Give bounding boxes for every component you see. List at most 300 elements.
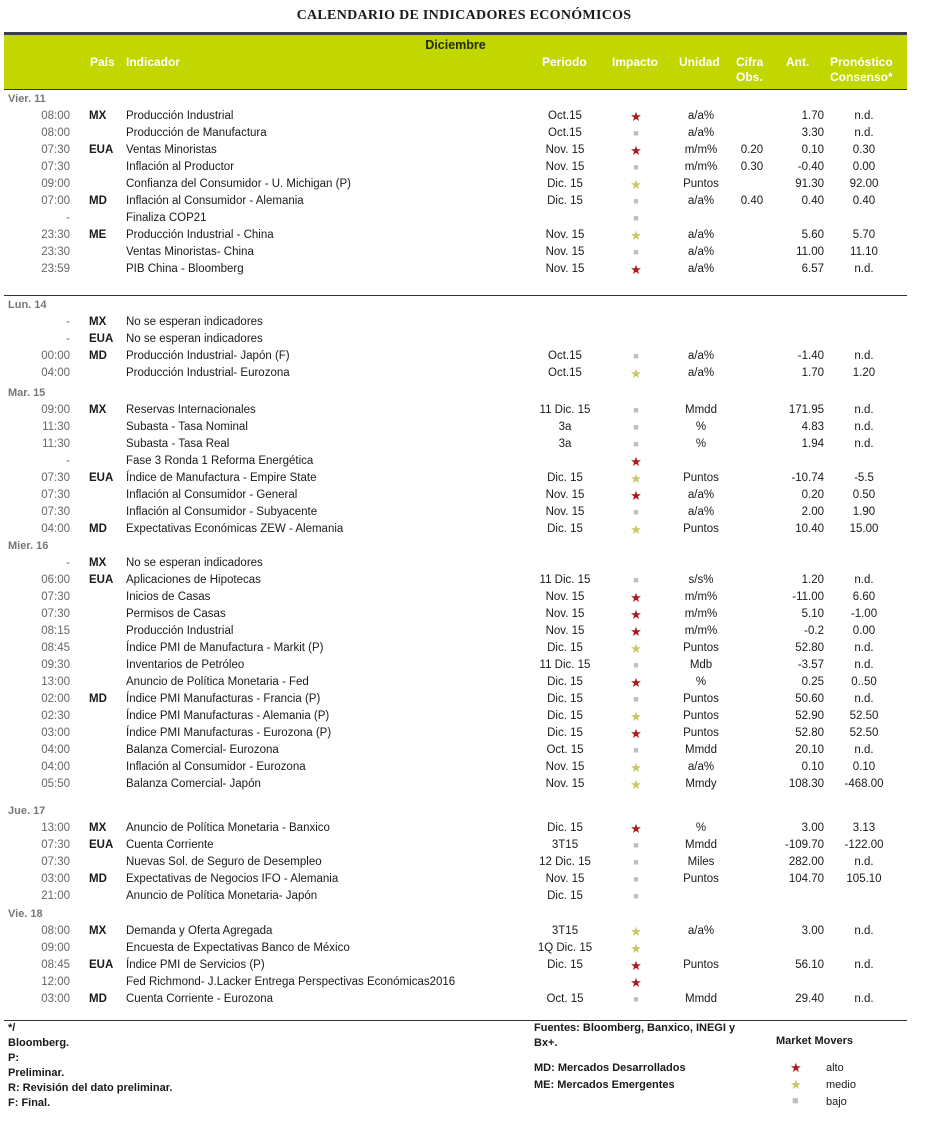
star-icon: ★ bbox=[790, 1060, 802, 1075]
table-row bbox=[0, 348, 928, 365]
cell-ant: 108.30 bbox=[788, 778, 824, 790]
cell-ant: 171.95 bbox=[788, 404, 824, 416]
cell-indicador: Confianza del Consumidor - U. Michigan (P) bbox=[126, 178, 351, 190]
table-row bbox=[0, 923, 928, 940]
cell-indicador: Balanza Comercial- Japón bbox=[126, 778, 261, 790]
star-icon: ★ bbox=[630, 958, 642, 973]
note-line: F: Final. bbox=[8, 1097, 51, 1109]
square-icon: ■ bbox=[633, 213, 639, 223]
cell-ant: 3.00 bbox=[801, 822, 824, 834]
table-row bbox=[0, 572, 928, 589]
cell-time: 09:30 bbox=[41, 659, 70, 671]
cell-indicador: Inicios de Casas bbox=[126, 591, 211, 603]
table-row bbox=[0, 640, 928, 657]
table-row bbox=[0, 708, 928, 725]
cell-pronostico: 52.50 bbox=[849, 727, 879, 739]
table-row bbox=[0, 521, 928, 538]
cell-pronostico: 105.10 bbox=[846, 873, 882, 885]
cell-unidad: % bbox=[695, 676, 707, 688]
cell-indicador: Inflación al Consumidor - Alemania bbox=[126, 195, 304, 207]
cell-indicador: Expectativas Económicas ZEW - Alemania bbox=[126, 523, 344, 535]
cell-indicador: Índice PMI de Manufactura - Markit (P) bbox=[126, 642, 324, 654]
cell-unidad: a/a% bbox=[687, 489, 715, 501]
cell-indicador: Subasta - Tasa Real bbox=[126, 438, 230, 450]
cell-periodo: Nov. 15 bbox=[545, 873, 585, 885]
cell-ant: 29.40 bbox=[795, 993, 824, 1005]
cell-unidad: Mmdd bbox=[685, 744, 717, 756]
cell-unidad: Mmdy bbox=[685, 778, 717, 790]
cell-time: 03:00 bbox=[41, 993, 70, 1005]
cell-time: - bbox=[66, 455, 70, 467]
cell-pais: MX bbox=[89, 557, 107, 569]
month-label: Diciembre bbox=[425, 38, 486, 52]
cell-indicador: Índice PMI Manufacturas - Francia (P) bbox=[126, 693, 321, 705]
cell-periodo: Dic. 15 bbox=[547, 693, 583, 705]
table-row bbox=[0, 974, 928, 991]
table-row bbox=[0, 125, 928, 142]
square-icon: ■ bbox=[633, 351, 639, 361]
cell-indicador: Demanda y Oferta Agregada bbox=[126, 925, 273, 937]
cell-time: 12:00 bbox=[41, 976, 70, 988]
col-header-ant: Ant. bbox=[786, 55, 810, 69]
cell-periodo: Dic. 15 bbox=[547, 676, 583, 688]
cell-indicador: Inflación al Consumidor - General bbox=[126, 489, 298, 501]
section-rule bbox=[4, 295, 907, 296]
table-row bbox=[0, 487, 928, 504]
cell-pais: EUA bbox=[89, 574, 114, 586]
cell-periodo: Oct.15 bbox=[548, 350, 582, 362]
cell-periodo: Nov. 15 bbox=[545, 778, 585, 790]
cell-unidad: Puntos bbox=[683, 642, 719, 654]
cell-time: 07:30 bbox=[41, 472, 70, 484]
square-icon: ■ bbox=[633, 994, 639, 1004]
table-row bbox=[0, 888, 928, 905]
cell-ant: 20.10 bbox=[795, 744, 824, 756]
cell-indicador: Índice PMI de Servicios (P) bbox=[126, 959, 265, 971]
square-icon: ■ bbox=[633, 575, 639, 585]
col-header-impacto: Impacto bbox=[612, 55, 659, 69]
star-icon: ★ bbox=[630, 143, 642, 158]
cell-time: 09:00 bbox=[41, 404, 70, 416]
col-header-indicador: Indicador bbox=[126, 55, 181, 69]
cell-time: - bbox=[66, 212, 70, 224]
star-icon: ★ bbox=[630, 924, 642, 939]
cell-pronostico: 0.10 bbox=[852, 761, 876, 773]
star-icon: ★ bbox=[630, 366, 642, 381]
cell-indicador: Anuncio de Política Monetaria - Fed bbox=[126, 676, 309, 688]
table-row bbox=[0, 589, 928, 606]
table-row bbox=[0, 176, 928, 193]
cell-pronostico: 0.00 bbox=[852, 161, 876, 173]
cell-time: 07:00 bbox=[41, 195, 70, 207]
cell-ant: 2.00 bbox=[801, 506, 824, 518]
cell-ant: 5.10 bbox=[801, 608, 824, 620]
legend-bajo: bajo bbox=[826, 1096, 847, 1108]
cell-ant: 91.30 bbox=[795, 178, 824, 190]
star-icon: ★ bbox=[630, 777, 642, 792]
square-icon: ■ bbox=[633, 162, 639, 172]
cell-periodo: Oct.15 bbox=[548, 127, 582, 139]
cell-ant: 3.30 bbox=[801, 127, 824, 139]
cell-unidad: Miles bbox=[687, 856, 715, 868]
cell-time: 13:00 bbox=[41, 676, 70, 688]
table-row bbox=[0, 470, 928, 487]
table-row bbox=[0, 436, 928, 453]
day-label: Mier. 16 bbox=[8, 540, 49, 552]
cell-indicador: Índice PMI Manufacturas - Eurozona (P) bbox=[126, 727, 332, 739]
cell-time: - bbox=[66, 316, 70, 328]
cell-unidad: Mmdd bbox=[685, 404, 717, 416]
cell-ant: 11.00 bbox=[796, 246, 824, 258]
cell-pais: MD bbox=[89, 350, 107, 362]
table-row bbox=[0, 365, 928, 382]
legend-title: Market Movers bbox=[776, 1035, 854, 1047]
cell-pronostico: -1.00 bbox=[850, 608, 878, 620]
cell-ant: 0.10 bbox=[801, 761, 824, 773]
square-icon: ■ bbox=[633, 507, 639, 517]
cell-unidad: % bbox=[695, 438, 707, 450]
cell-time: 07:30 bbox=[41, 591, 70, 603]
note-line: Preliminar. bbox=[8, 1067, 65, 1079]
cell-ant: 3.00 bbox=[801, 925, 824, 937]
cell-unidad: a/a% bbox=[687, 263, 715, 275]
cell-pronostico: 5.70 bbox=[852, 229, 876, 241]
cell-indicador: Reservas Internacionales bbox=[126, 404, 256, 416]
star-icon: ★ bbox=[630, 675, 642, 690]
col-header-cifra-line1: Cifra bbox=[736, 55, 764, 69]
cell-unidad: a/a% bbox=[687, 367, 715, 379]
cell-time: 23:59 bbox=[41, 263, 70, 275]
square-icon: ■ bbox=[633, 857, 639, 867]
cell-periodo: Dic. 15 bbox=[547, 727, 583, 739]
page-title: CALENDARIO DE INDICADORES ECONÓMICOS bbox=[296, 8, 632, 23]
star-icon: ★ bbox=[630, 726, 642, 741]
footer-me: ME: Mercados Emergentes bbox=[534, 1079, 675, 1091]
cell-ant: 5.60 bbox=[801, 229, 824, 241]
table-row bbox=[0, 606, 928, 623]
cell-periodo: Dic. 15 bbox=[547, 710, 583, 722]
cell-pronostico: 6.60 bbox=[852, 591, 876, 603]
cell-time: 09:00 bbox=[41, 178, 70, 190]
square-icon: ■ bbox=[633, 128, 639, 138]
cell-indicador: Finaliza COP21 bbox=[126, 212, 207, 224]
cell-pronostico: 0..50 bbox=[851, 676, 877, 688]
cell-pronostico: n.d. bbox=[854, 127, 874, 139]
col-header-pais: País bbox=[90, 55, 115, 69]
table-row bbox=[0, 331, 928, 348]
cell-indicador: Ventas Minoristas bbox=[126, 144, 217, 156]
col-header-pronostico-line2: Consenso* bbox=[830, 70, 893, 84]
cell-time: 04:00 bbox=[41, 744, 70, 756]
cell-ant: 0.20 bbox=[801, 489, 824, 501]
day-label: Lun. 14 bbox=[8, 299, 47, 311]
cell-time: 04:00 bbox=[41, 523, 70, 535]
cell-unidad: a/a% bbox=[687, 195, 715, 207]
cell-pronostico: 0.40 bbox=[852, 195, 876, 207]
cell-indicador: Anuncio de Política Monetaria- Japón bbox=[126, 890, 318, 902]
note-line: P: bbox=[8, 1052, 19, 1064]
square-icon: ■ bbox=[633, 439, 639, 449]
cell-pronostico: n.d. bbox=[854, 959, 874, 971]
cell-time: 03:00 bbox=[41, 873, 70, 885]
cell-cifra: 0.40 bbox=[740, 195, 764, 207]
cell-pronostico: -468.00 bbox=[844, 778, 884, 790]
cell-periodo: 3T15 bbox=[551, 839, 579, 851]
cell-ant: 1.70 bbox=[801, 110, 824, 122]
table-row bbox=[0, 453, 928, 470]
cell-time: 08:45 bbox=[41, 642, 70, 654]
cell-indicador: Cuenta Corriente bbox=[126, 839, 214, 851]
table-row bbox=[0, 142, 928, 159]
cell-indicador: Aplicaciones de Hipotecas bbox=[126, 574, 261, 586]
cell-indicador: Producción Industrial bbox=[126, 110, 234, 122]
note-line: Bloomberg. bbox=[8, 1037, 70, 1049]
cell-unidad: Puntos bbox=[683, 710, 719, 722]
cell-periodo: Dic. 15 bbox=[547, 959, 583, 971]
cell-periodo: 11 Dic. 15 bbox=[539, 574, 591, 586]
cell-unidad: % bbox=[695, 822, 707, 834]
col-header-cifra bbox=[736, 55, 763, 85]
cell-time: 08:00 bbox=[41, 127, 70, 139]
table-row bbox=[0, 674, 928, 691]
cell-unidad: Puntos bbox=[683, 693, 719, 705]
cell-indicador: No se esperan indicadores bbox=[126, 557, 263, 569]
footer-sources bbox=[534, 1021, 735, 1051]
cell-ant: 10.40 bbox=[795, 523, 824, 535]
table-row bbox=[0, 504, 928, 521]
cell-ant: 4.83 bbox=[801, 421, 824, 433]
cell-indicador: Fase 3 Ronda 1 Reforma Energética bbox=[126, 455, 314, 467]
cell-indicador: Inflación al Consumidor - Eurozona bbox=[126, 761, 306, 773]
cell-indicador: Inflación al Productor bbox=[126, 161, 235, 173]
cell-time: 13:00 bbox=[41, 822, 70, 834]
cell-unidad: Mmdd bbox=[685, 839, 717, 851]
table-row bbox=[0, 854, 928, 871]
cell-indicador: Producción de Manufactura bbox=[126, 127, 267, 139]
cell-ant: 0.25 bbox=[801, 676, 824, 688]
cell-indicador: Inventarios de Petróleo bbox=[126, 659, 245, 671]
cell-periodo: Dic. 15 bbox=[547, 523, 583, 535]
cell-ant: 1.94 bbox=[801, 438, 824, 450]
cell-pronostico: n.d. bbox=[854, 421, 874, 433]
table-row bbox=[0, 555, 928, 572]
note-line: R: Revisión del dato preliminar. bbox=[8, 1082, 173, 1094]
cell-unidad: a/a% bbox=[687, 506, 715, 518]
cell-periodo: Dic. 15 bbox=[547, 195, 583, 207]
cell-ant: 282.00 bbox=[788, 856, 824, 868]
sources-line: Fuentes: Bloomberg, Banxico, INEGI y bbox=[534, 1022, 736, 1034]
star-icon: ★ bbox=[630, 488, 642, 503]
cell-ant: 104.70 bbox=[788, 873, 824, 885]
cell-pronostico: 1.20 bbox=[852, 367, 876, 379]
cell-indicador: No se esperan indicadores bbox=[126, 316, 263, 328]
legend-alto: alto bbox=[826, 1062, 844, 1074]
cell-pronostico: 3.13 bbox=[852, 822, 876, 834]
cell-unidad: Mmdd bbox=[685, 993, 717, 1005]
cell-periodo: 1Q Dic. 15 bbox=[537, 942, 593, 954]
cell-time: 07:30 bbox=[41, 839, 70, 851]
cell-ant: -11.00 bbox=[792, 591, 824, 603]
cell-indicador: Anuncio de Política Monetaria - Banxico bbox=[126, 822, 330, 834]
cell-unidad: % bbox=[695, 421, 707, 433]
col-header-periodo: Periodo bbox=[542, 55, 587, 69]
cell-periodo: Dic. 15 bbox=[547, 642, 583, 654]
star-icon: ★ bbox=[630, 975, 642, 990]
cell-time: 08:00 bbox=[41, 925, 70, 937]
star-icon: ★ bbox=[630, 709, 642, 724]
cell-pais: MD bbox=[89, 693, 107, 705]
table-row bbox=[0, 837, 928, 854]
cell-periodo: Nov. 15 bbox=[545, 144, 585, 156]
sources-line: Bx+. bbox=[534, 1037, 558, 1049]
cell-periodo: Dic. 15 bbox=[547, 178, 583, 190]
cell-ant: 6.57 bbox=[801, 263, 824, 275]
cell-ant: -109.70 bbox=[784, 839, 824, 851]
cell-ant: -3.57 bbox=[797, 659, 824, 671]
star-icon: ★ bbox=[630, 641, 642, 656]
table-row bbox=[0, 759, 928, 776]
cell-time: 07:30 bbox=[41, 856, 70, 868]
cell-time: 04:00 bbox=[41, 761, 70, 773]
star-icon: ★ bbox=[630, 607, 642, 622]
star-icon: ★ bbox=[630, 760, 642, 775]
cell-time: 09:00 bbox=[41, 942, 70, 954]
cell-ant: 52.90 bbox=[795, 710, 824, 722]
cell-pais: MX bbox=[89, 316, 107, 328]
cell-ant: -10.74 bbox=[791, 472, 824, 484]
cell-pais: EUA bbox=[89, 144, 114, 156]
cell-time: 00:00 bbox=[41, 350, 70, 362]
table-row bbox=[0, 820, 928, 837]
cell-pronostico: 0.50 bbox=[852, 489, 876, 501]
cell-periodo: 12 Dic. 15 bbox=[539, 856, 591, 868]
cell-periodo: 3a bbox=[558, 421, 572, 433]
cell-time: 11:30 bbox=[42, 438, 70, 450]
cell-pronostico: n.d. bbox=[854, 350, 874, 362]
col-header-pronostico-line1: Pronóstico bbox=[830, 55, 893, 69]
cell-pronostico: 52.50 bbox=[849, 710, 879, 722]
cell-unidad: a/a% bbox=[687, 110, 715, 122]
cell-indicador: Producción Industrial- Japón (F) bbox=[126, 350, 290, 362]
square-icon: ■ bbox=[633, 247, 639, 257]
cell-time: 23:30 bbox=[41, 246, 70, 258]
cell-periodo: Nov. 15 bbox=[545, 506, 585, 518]
cell-pais: MX bbox=[89, 404, 107, 416]
cell-time: 03:00 bbox=[41, 727, 70, 739]
cell-pais: MX bbox=[89, 925, 107, 937]
star-icon: ★ bbox=[790, 1077, 802, 1092]
table-row bbox=[0, 419, 928, 436]
col-header-pronostico bbox=[830, 55, 893, 85]
cell-indicador: Inflación al Consumidor - Subyacente bbox=[126, 506, 318, 518]
cell-time: 02:30 bbox=[41, 710, 70, 722]
cell-pronostico: -122.00 bbox=[844, 839, 884, 851]
cell-pais: ME bbox=[89, 229, 107, 241]
table-row bbox=[0, 210, 928, 227]
star-icon: ★ bbox=[630, 228, 642, 243]
cell-ant: 56.10 bbox=[795, 959, 824, 971]
cell-periodo: Oct.15 bbox=[548, 367, 582, 379]
cell-unidad: Puntos bbox=[683, 873, 719, 885]
cell-pais: MD bbox=[89, 195, 107, 207]
cell-unidad: Puntos bbox=[683, 178, 719, 190]
table-row bbox=[0, 193, 928, 210]
cell-indicador: Producción Industrial- Eurozona bbox=[126, 367, 290, 379]
table-row bbox=[0, 227, 928, 244]
table-row bbox=[0, 623, 928, 640]
cell-indicador: Producción Industrial bbox=[126, 625, 234, 637]
cell-indicador: Expectativas de Negocios IFO - Alemania bbox=[126, 873, 339, 885]
cell-pronostico: 11.10 bbox=[850, 246, 878, 258]
col-header-cifra-line2: Obs. bbox=[736, 70, 763, 84]
cell-pronostico: n.d. bbox=[854, 659, 874, 671]
cell-time: 07:30 bbox=[41, 608, 70, 620]
star-icon: ★ bbox=[630, 590, 642, 605]
table-row bbox=[0, 957, 928, 974]
cell-pais: MX bbox=[89, 822, 107, 834]
cell-unidad: a/a% bbox=[687, 761, 715, 773]
star-icon: ★ bbox=[630, 454, 642, 469]
star-icon: ★ bbox=[630, 941, 642, 956]
footer-notes bbox=[8, 1021, 172, 1111]
cell-pais: MD bbox=[89, 873, 107, 885]
star-icon: ★ bbox=[630, 522, 642, 537]
cell-pronostico: n.d. bbox=[854, 925, 874, 937]
cell-pronostico: n.d. bbox=[854, 993, 874, 1005]
cell-ant: 1.20 bbox=[801, 574, 824, 586]
cell-unidad: Mdb bbox=[689, 659, 713, 671]
cell-pais: MD bbox=[89, 523, 107, 535]
cell-unidad: Puntos bbox=[683, 472, 719, 484]
cell-time: - bbox=[66, 557, 70, 569]
cell-pronostico: 0.00 bbox=[852, 625, 876, 637]
cell-time: 08:00 bbox=[41, 110, 70, 122]
note-line: */ bbox=[8, 1022, 16, 1034]
table-row bbox=[0, 691, 928, 708]
cell-periodo: Oct. 15 bbox=[546, 993, 584, 1005]
cell-ant: 0.40 bbox=[801, 195, 824, 207]
star-icon: ★ bbox=[630, 471, 642, 486]
cell-time: 08:15 bbox=[41, 625, 70, 637]
cell-pais: EUA bbox=[89, 333, 114, 345]
table-row bbox=[0, 991, 928, 1008]
cell-indicador: Producción Industrial - China bbox=[126, 229, 274, 241]
cell-unidad: s/s% bbox=[688, 574, 714, 586]
col-header-unidad: Unidad bbox=[679, 55, 720, 69]
cell-indicador: Balanza Comercial- Eurozona bbox=[126, 744, 279, 756]
cell-periodo: Nov. 15 bbox=[545, 246, 585, 258]
cell-periodo: Oct. 15 bbox=[546, 744, 584, 756]
cell-unidad: m/m% bbox=[684, 608, 718, 620]
cell-unidad: a/a% bbox=[687, 127, 715, 139]
cell-time: 04:00 bbox=[41, 367, 70, 379]
cell-ant: 52.80 bbox=[795, 642, 824, 654]
square-icon: ■ bbox=[633, 422, 639, 432]
cell-periodo: Nov. 15 bbox=[545, 229, 585, 241]
cell-time: 08:45 bbox=[41, 959, 70, 971]
footer-md: MD: Mercados Desarrollados bbox=[534, 1062, 686, 1074]
table-row bbox=[0, 776, 928, 793]
cell-pronostico: 92.00 bbox=[849, 178, 879, 190]
header-bottom-rule bbox=[4, 89, 907, 90]
cell-pais: EUA bbox=[89, 839, 114, 851]
cell-periodo: Nov. 15 bbox=[545, 625, 585, 637]
cell-unidad: a/a% bbox=[687, 925, 715, 937]
cell-ant: -0.2 bbox=[804, 625, 824, 637]
cell-periodo: 11 Dic. 15 bbox=[539, 659, 591, 671]
day-label: Jue. 17 bbox=[8, 805, 46, 817]
cell-time: 07:30 bbox=[41, 506, 70, 518]
